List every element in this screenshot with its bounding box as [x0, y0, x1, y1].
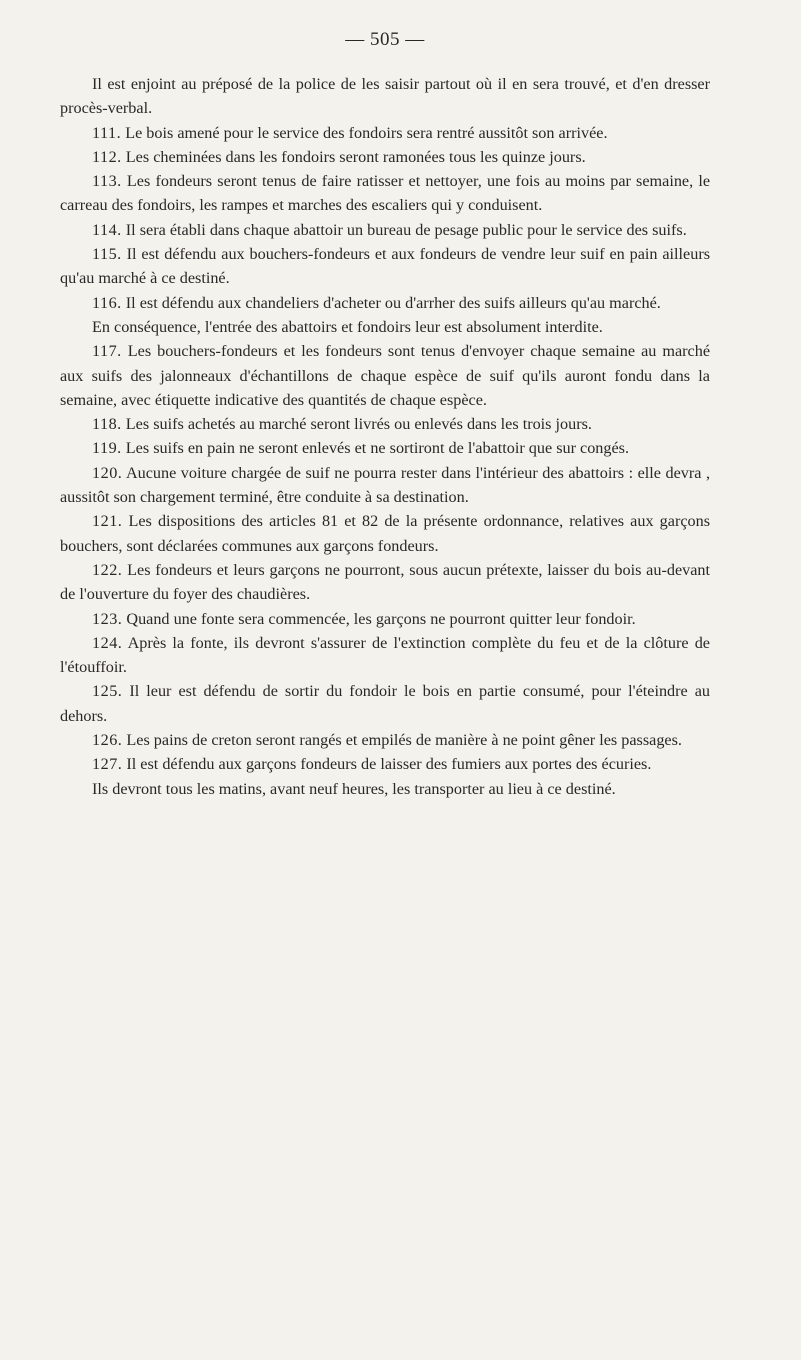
article-116 — [60, 291, 710, 315]
article-121 — [60, 509, 710, 558]
article-text: Aucune voiture chargée de suif ne pourra rester dans l'intérieur des abattoirs : elle devra , aussitôt son chargement terminé, être conduite à sa destination. — [60, 463, 710, 507]
article-115 — [60, 242, 710, 291]
article-text: Les dispositions des articles 81 et 82 de la présente ordonnance, relatives aux garçons bouchers, sont déclarées communes aux garçons fondeurs. — [60, 512, 711, 555]
article-number: 124. — [92, 633, 123, 652]
article-text: Les bouchers-fondeurs et les fondeurs sont tenus d'envoyer chaque semaine au marché aux suifs des jalonneaux d'échantillons de chaque espèce de suif qu'ils auront fondu dans la semaine, avec étiquette indicative des quantités de chaque espèce. — [60, 342, 711, 409]
article-number: 117. — [92, 342, 122, 361]
article-text: Les fondeurs et leurs garçons ne pourront, sous aucun prétexte, laisser du bois au-devant de l'ouverture du foyer des chaudières. — [60, 560, 710, 604]
article-number: 112. — [92, 147, 122, 166]
article-number: 111. — [92, 123, 122, 142]
article-number: 123. — [92, 609, 123, 628]
article-text: Quand une fonte sera commencée, les garçons ne pourront quitter leur fondoir. — [126, 609, 636, 628]
document-page — [60, 28, 710, 801]
article-text: Le bois amené pour le service des fondoirs sera rentré aussitôt son arrivée. — [125, 123, 608, 142]
paragraph-intro — [60, 72, 710, 121]
article-number: 120. — [92, 463, 123, 482]
paragraph-text: Il est enjoint au préposé de la police de les saisir partout où il en sera trouvé, et d'en dresser procès-verbal. — [60, 75, 710, 118]
article-text: Il sera établi dans chaque abattoir un bureau de pesage public pour le service des suifs. — [125, 220, 687, 239]
article-number: 127. — [92, 755, 123, 774]
article-text: Les fondeurs seront tenus de faire ratisser et nettoyer, une fois au moins par semaine, le carreau des fondoirs, les rampes et marches des escaliers qui y conduisent. — [60, 172, 711, 215]
article-117 — [60, 339, 710, 412]
article-number: 122. — [92, 560, 123, 579]
article-text: Après la fonte, ils devront s'assurer de l'extinction complète du feu et de la clôture de l'étouffoir. — [60, 633, 710, 677]
article-113 — [60, 169, 710, 218]
article-114 — [60, 218, 710, 242]
article-text: Il est défendu aux bouchers-fondeurs et aux fondeurs de vendre leur suif en pain ailleurs qu'au marché à ce destiné. — [60, 245, 711, 288]
paragraph-consequence — [60, 315, 710, 339]
article-126 — [60, 728, 710, 752]
article-122 — [60, 558, 710, 607]
paragraph-closing — [60, 777, 710, 801]
article-112 — [60, 145, 710, 169]
article-number: 113. — [92, 172, 122, 191]
article-text: Il est défendu aux chandeliers d'acheter ou d'arrher des suifs ailleurs qu'au marché. — [125, 293, 661, 312]
article-118 — [60, 412, 710, 436]
article-number: 118. — [92, 415, 122, 434]
article-120 — [60, 461, 710, 510]
paragraph-text: Ils devront tous les matins, avant neuf heures, les transporter au lieu à ce destiné. — [92, 779, 616, 798]
article-number: 115. — [92, 245, 122, 264]
article-127 — [60, 752, 710, 776]
article-123 — [60, 607, 710, 631]
article-number: 125. — [92, 682, 123, 701]
article-number: 116. — [92, 293, 122, 312]
article-number: 114. — [92, 220, 122, 239]
article-number: 121. — [92, 512, 123, 531]
article-text: Les cheminées dans les fondoirs seront ramonées tous les quinze jours. — [125, 147, 586, 166]
article-number: 119. — [92, 439, 122, 458]
article-124 — [60, 631, 710, 680]
paragraph-text: En conséquence, l'entrée des abattoirs et fondoirs leur est absolument interdite. — [92, 317, 603, 336]
page-number: — 505 — — [345, 29, 425, 50]
article-number: 126. — [92, 731, 123, 750]
article-text: Il est défendu aux garçons fondeurs de laisser des fumiers aux portes des écuries. — [126, 755, 652, 774]
article-text: Les suifs en pain ne seront enlevés et ne sortiront de l'abattoir que sur congés. — [125, 439, 630, 458]
article-111 — [60, 121, 710, 145]
article-text: Il leur est défendu de sortir du fondoir le bois en partie consumé, pour l'éteindre au dehors. — [60, 682, 711, 725]
article-text: Les pains de creton seront rangés et empilés de manière à ne point gêner les passages. — [126, 731, 682, 750]
article-119 — [60, 436, 710, 460]
article-text: Les suifs achetés au marché seront livrés ou enlevés dans les trois jours. — [125, 415, 592, 434]
article-125 — [60, 679, 710, 728]
